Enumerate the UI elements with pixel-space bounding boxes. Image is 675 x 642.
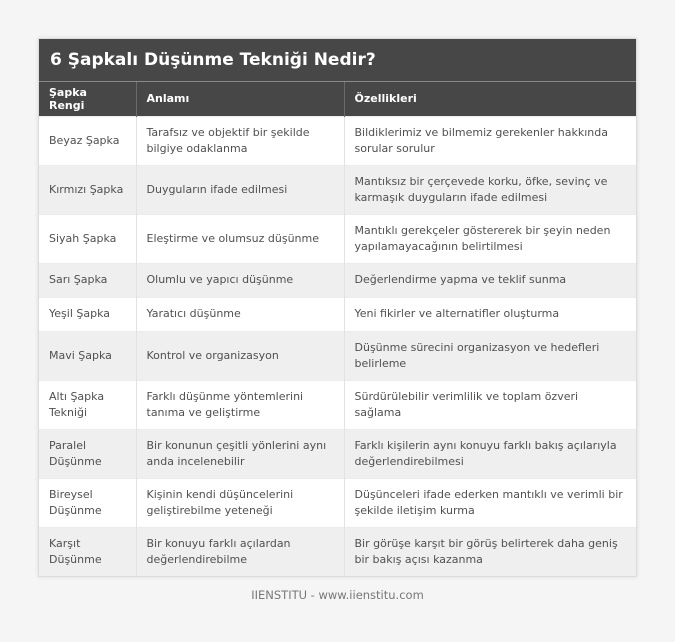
cell-features: Mantıksız bir çerçevede korku, öfke, sevinç ve karmaşık duyguların ifade edilmesi <box>344 165 636 214</box>
cell-features: Mantıklı gerekçeler göstererek bir şeyin neden yapılamayacağının belirtilmesi <box>344 214 636 263</box>
cell-hat: Siyah Şapka <box>39 214 136 263</box>
table-row <box>39 214 636 263</box>
cell-features: Farklı kişilerin aynı konuyu farklı bakış açılarıyla değerlendirebilmesi <box>344 429 636 478</box>
cell-hat: Bireysel Düşünme <box>39 478 136 527</box>
cell-hat: Mavi Şapka <box>39 331 136 380</box>
table-row <box>39 116 636 165</box>
cell-hat: Altı Şapka Tekniği <box>39 380 136 429</box>
hat-table <box>39 82 636 576</box>
table-row <box>39 527 636 576</box>
cell-features: Değerlendirme yapma ve teklif sunma <box>344 263 636 297</box>
cell-features: Sürdürülebilir verimlilik ve toplam özveri sağlama <box>344 380 636 429</box>
cell-meaning: Farklı düşünme yöntemlerini tanıma ve geliştirme <box>136 380 344 429</box>
column-header-meaning: Anlamı <box>136 82 344 116</box>
cell-hat: Beyaz Şapka <box>39 116 136 165</box>
table-row <box>39 429 636 478</box>
table-row <box>39 478 636 527</box>
cell-meaning: Kontrol ve organizasyon <box>136 331 344 380</box>
table-row <box>39 297 636 331</box>
column-header-features: Özellikleri <box>344 82 636 116</box>
cell-features: Düşünme sürecini organizasyon ve hedefleri belirleme <box>344 331 636 380</box>
cell-meaning: Duyguların ifade edilmesi <box>136 165 344 214</box>
cell-meaning: Eleştirme ve olumsuz düşünme <box>136 214 344 263</box>
cell-meaning: Yaratıcı düşünme <box>136 297 344 331</box>
table-row <box>39 165 636 214</box>
table-row <box>39 263 636 297</box>
cell-hat: Karşıt Düşünme <box>39 527 136 576</box>
cell-hat: Sarı Şapka <box>39 263 136 297</box>
table-row <box>39 380 636 429</box>
cell-features: Bir görüşe karşıt bir görüş belirterek daha geniş bir bakış açısı kazanma <box>344 527 636 576</box>
table-row <box>39 331 636 380</box>
cell-meaning: Tarafsız ve objektif bir şekilde bilgiye odaklanma <box>136 116 344 165</box>
cell-meaning: Bir konuyu farklı açılardan değerlendirebilme <box>136 527 344 576</box>
cell-features: Düşünceleri ifade ederken mantıklı ve verimli bir şekilde iletişim kurma <box>344 478 636 527</box>
column-header-hat-color: Şapka Rengi <box>39 82 136 116</box>
cell-hat: Paralel Düşünme <box>39 429 136 478</box>
table-title: 6 Şapkalı Düşünme Tekniği Nedir? <box>39 39 636 82</box>
cell-meaning: Kişinin kendi düşüncelerini geliştirebilme yeteneği <box>136 478 344 527</box>
table-card <box>38 38 637 577</box>
cell-meaning: Bir konunun çeşitli yönlerini aynı anda incelenebilir <box>136 429 344 478</box>
cell-features: Yeni fikirler ve alternatifler oluşturma <box>344 297 636 331</box>
table-header-row <box>39 82 636 116</box>
cell-hat: Yeşil Şapka <box>39 297 136 331</box>
cell-hat: Kırmızı Şapka <box>39 165 136 214</box>
cell-meaning: Olumlu ve yapıcı düşünme <box>136 263 344 297</box>
footer-credit: IIENSTITU - www.iienstitu.com <box>251 588 424 602</box>
cell-features: Bildiklerimiz ve bilmemiz gerekenler hakkında sorular sorulur <box>344 116 636 165</box>
